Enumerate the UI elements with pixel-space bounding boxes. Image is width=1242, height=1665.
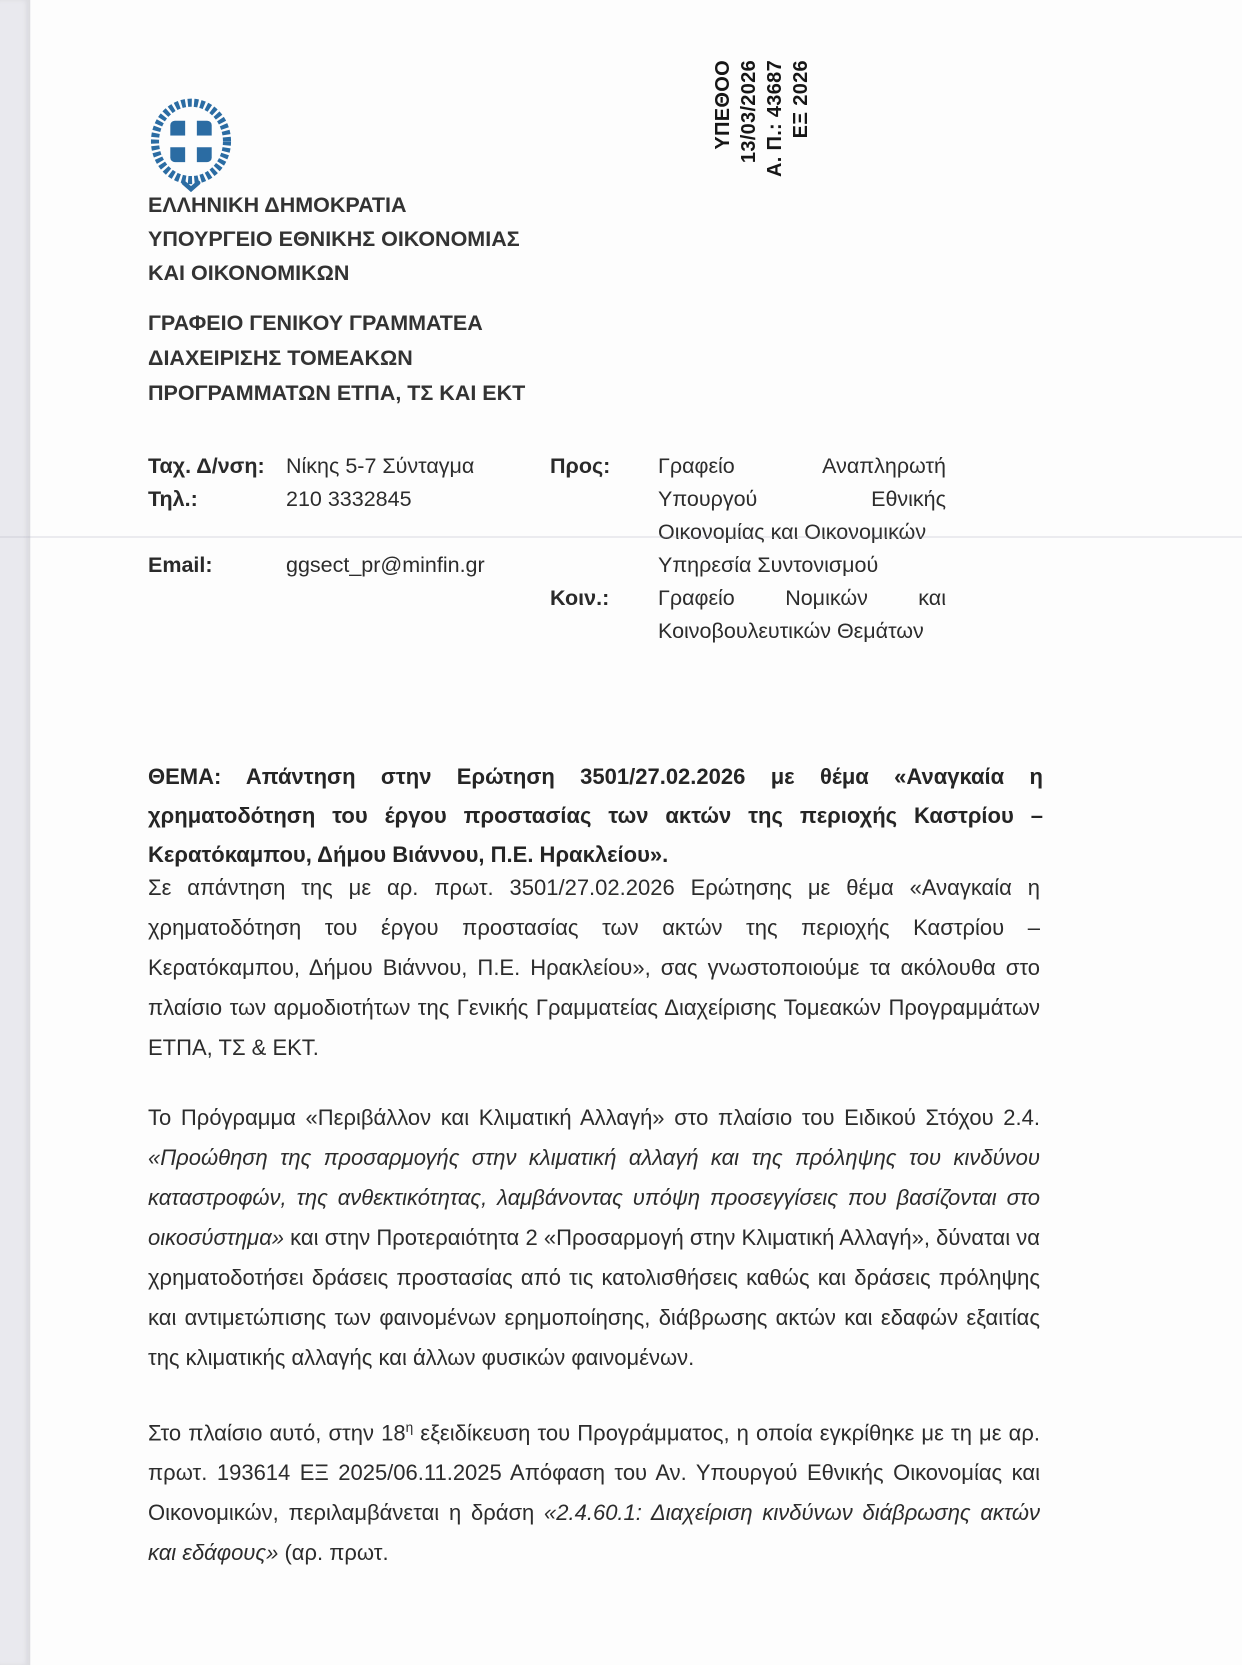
stamp-year: ΕΞ 2026 xyxy=(790,60,812,139)
address-row xyxy=(148,450,474,483)
subject-line: ΘΕΜΑ: Απάντηση στην Ερώτηση 3501/27.02.2026 με θέμα «Αναγκαία η χρηματοδότηση του έργου προστασίας των ακτών της περιοχής Καστρίου – Κερατόκαμπου, Δήμου Βιάννου, Π.Ε. Ηρακλείου». xyxy=(148,764,1043,867)
office-line-3: ΠΡΟΓΡΑΜΜΑΤΩΝ ΕΤΠΑ, ΤΣ ΚΑΙ ΕΚΤ xyxy=(148,381,526,405)
office-line-1: ΓΡΑΦΕΙΟ ΓΕΝΙΚΟΥ ΓΡΑΜΜΑΤΕΑ xyxy=(148,311,483,335)
office-line-2: ΔΙΑΧΕΙΡΙΣΗΣ ΤΟΜΕΑΚΩΝ xyxy=(148,346,413,370)
cc-label: Κοιν.: xyxy=(550,586,610,610)
letterhead-office xyxy=(148,306,525,411)
email-value: ggsect_pr@minfin.gr xyxy=(285,553,485,577)
scan-artifact-line xyxy=(0,536,1242,538)
body-paragraph: Το Πρόγραμμα «Περιβάλλον και Κλιματική Αλλαγή» στο πλαίσιο του Ειδικού Στόχου 2.4. «Προώθηση της προσαρμογής στην κλιματική αλλαγή και της πρόληψης του κινδύνου καταστροφών, της ανθεκτικότητας, λαμβάνοντας υπόψη προσεγγίσεις που βασίζονται στο οικοσύστημα» και στην Προτεραιότητα 2 «Προσαρμογή στην Κλιματική Αλλαγή», δύναται να χρηματοδοτήσει δράσεις προστασίας από τις κατολισθήσεις καθώς και δράσεις πρόληψης και αντιμετώπισης των φαινομένων ερημοποίησης, διάβρωσης ακτών και εδαφών εξαιτίας της κλιματικής αλλαγής και άλλων φυσικών φαινομένων. xyxy=(148,1105,1040,1370)
stamp-protocol-number: Α. Π.: 43687 xyxy=(764,60,786,177)
recipients-block xyxy=(550,450,946,648)
email-label: Email: xyxy=(148,553,213,577)
address-label: Ταχ. Δ/νση: xyxy=(148,454,265,478)
body-paragraph: Στο πλαίσιο αυτό, στην $18^\eta$ εξειδίκευση του Προγράμματος, η οποία εγκρίθηκε με τη με αρ. πρωτ. 193614 ΕΞ 2025/06.11.2025 Απόφαση του Αν. Υπουργού Εθνικής Οικονομίας και Οικονομικών, περιλαμβάνεται η δράση «2.4.60.1: Διαχείριση κινδύνων διάβρωσης ακτών και εδάφους» (αρ. πρωτ. xyxy=(148,1420,1040,1566)
to-recipient-service: Υπηρεσία Συντονισμού xyxy=(658,553,879,577)
phone-value: 210 3332845 xyxy=(285,487,412,511)
email-row xyxy=(148,549,485,582)
cc-recipient: Γραφείο Νομικών και Κοινοβουλευτικών Θεμάτων xyxy=(658,586,946,643)
registration-stamp xyxy=(687,60,837,210)
org-line-ministry: ΥΠΟΥΡΓΕΙΟ ΕΘΝΙΚΗΣ ΟΙΚΟΝΟΜΙΑΣ xyxy=(148,227,520,251)
body-paragraph: Σε απάντηση της με αρ. πρωτ. 3501/27.02.2026 Ερώτησης με θέμα «Αναγκαία η χρηματοδότηση του έργου προστασίας των ακτών της περιοχής Καστρίου – Κερατόκαμπου, Δήμου Βιάννου, Π.Ε. Ηρακλείου», σας γνωστοποιούμε τα ακόλουθα στο πλαίσιο των αρμοδιοτήτων της Γενικής Γραμματείας Διαχείρισης Τομεακών Προγραμμάτων ΕΤΠΑ, ΤΣ & ΕΚΤ. xyxy=(148,875,1040,1060)
stamp-date: 13/03/2026 xyxy=(738,60,760,164)
stamp-ministry-abbrev: ΥΠΕΘΟΟ xyxy=(712,60,734,150)
org-line-republic: ΕΛΛΗΝΙΚΗ ΔΗΜΟΚΡΑΤΙΑ xyxy=(148,193,407,217)
to-recipient xyxy=(658,450,946,582)
viewer-left-gutter xyxy=(0,0,31,1665)
phone-row xyxy=(148,483,412,516)
letterhead-organization xyxy=(148,188,520,290)
to-label: Προς: xyxy=(550,454,611,478)
phone-label: Τηλ.: xyxy=(148,487,198,511)
greek-coat-of-arms-icon xyxy=(146,96,236,194)
letter-body xyxy=(148,868,1040,1603)
address-value: Νίκης 5-7 Σύνταγμα xyxy=(285,454,475,478)
to-recipient-office: Γραφείο Αναπληρωτή Υπουργού Εθνικής Οικονομίας και Οικονομικών xyxy=(658,454,946,544)
org-line-ministry-cont: ΚΑΙ ΟΙΚΟΝΟΜΙΚΩΝ xyxy=(148,261,350,285)
